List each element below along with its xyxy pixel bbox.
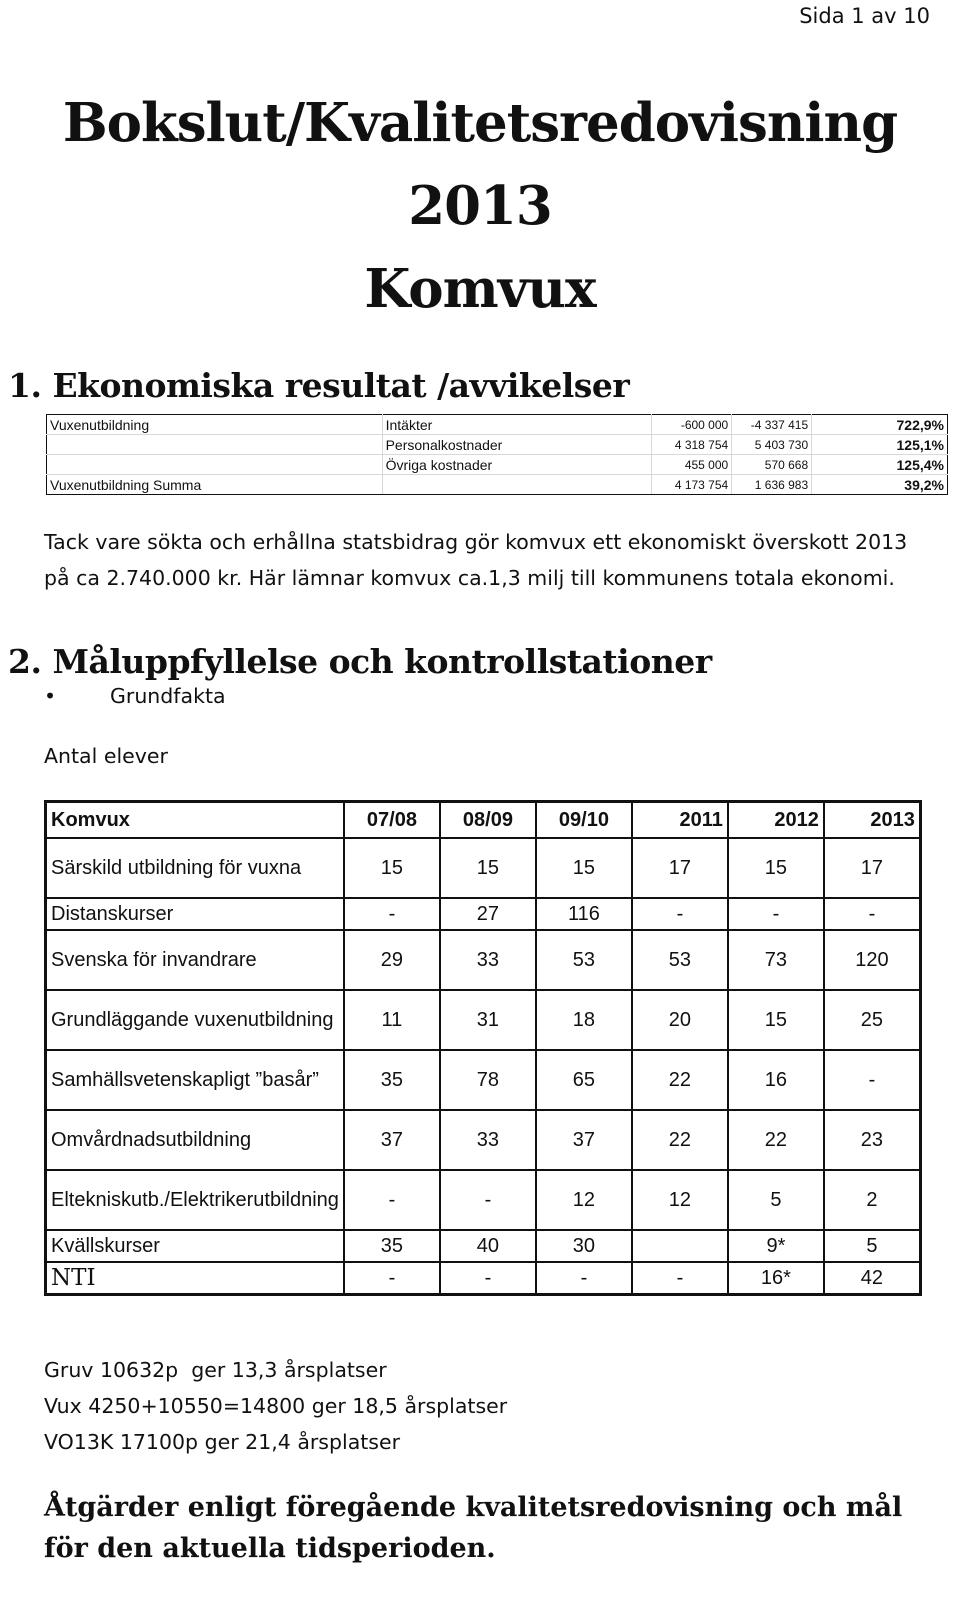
cell: 37 <box>344 1110 440 1170</box>
table-header-row <box>46 802 921 839</box>
economy-budget: 4 318 754 <box>652 435 732 455</box>
note-line: Vux 4250+10550=14800 ger 18,5 årsplatser <box>44 1394 508 1418</box>
cell: 73 <box>728 930 824 990</box>
cell: 116 <box>536 898 632 930</box>
cell: 20 <box>632 990 728 1050</box>
table-row <box>46 990 921 1050</box>
header-cell: 2012 <box>728 802 824 839</box>
cell: - <box>440 1262 536 1295</box>
cell: - <box>632 898 728 930</box>
bullet-text: Grundfakta <box>110 684 226 708</box>
cell: 37 <box>536 1110 632 1170</box>
row-label: Omvårdnadsutbildning <box>46 1110 344 1170</box>
header-cell: 07/08 <box>344 802 440 839</box>
cell: 53 <box>632 930 728 990</box>
document-title-year: 2013 <box>408 175 552 237</box>
table-row <box>46 1050 921 1110</box>
cell: 12 <box>632 1170 728 1230</box>
economy-unit <box>47 455 383 475</box>
cell: 42 <box>824 1262 921 1295</box>
economy-table <box>46 414 948 495</box>
cell: 12 <box>536 1170 632 1230</box>
cell: 17 <box>824 838 921 898</box>
cell: 33 <box>440 930 536 990</box>
cell: 33 <box>440 1110 536 1170</box>
note-line: Gruv 10632p ger 13,3 årsplatser <box>44 1358 387 1382</box>
cell: 31 <box>440 990 536 1050</box>
table-row <box>47 475 948 495</box>
cell: 22 <box>632 1050 728 1110</box>
table-row <box>46 838 921 898</box>
economy-outcome: -4 337 415 <box>732 415 812 435</box>
economy-category: Intäkter <box>382 415 652 435</box>
cell: 65 <box>536 1050 632 1110</box>
row-label: Kvällskurser <box>46 1230 344 1262</box>
economy-unit <box>47 435 383 455</box>
economy-budget: -600 000 <box>652 415 732 435</box>
row-label: Distanskurser <box>46 898 344 930</box>
document-title-unit: Komvux <box>364 258 596 320</box>
economy-unit: Vuxenutbildning <box>47 415 383 435</box>
note-line: VO13K 17100p ger 21,4 årsplatser <box>44 1430 401 1454</box>
cell: 22 <box>728 1110 824 1170</box>
cell: 23 <box>824 1110 921 1170</box>
cell: 35 <box>344 1230 440 1262</box>
economy-budget: 455 000 <box>652 455 732 475</box>
cell: 27 <box>440 898 536 930</box>
notes-block <box>44 1352 507 1460</box>
header-cell: Komvux <box>46 802 344 839</box>
students-subheading: Antal elever <box>44 744 168 768</box>
section-heading-economy: 1. Ekonomiska resultat /avvikelser <box>8 366 630 405</box>
cell: - <box>824 1050 921 1110</box>
cell: - <box>344 898 440 930</box>
row-label: Grundläggande vuxenutbildning <box>46 990 344 1050</box>
economy-outcome: 570 668 <box>732 455 812 475</box>
cell: 18 <box>536 990 632 1050</box>
cell: 29 <box>344 930 440 990</box>
cell: - <box>536 1262 632 1295</box>
cell: - <box>440 1170 536 1230</box>
cell: 78 <box>440 1050 536 1110</box>
bullet-icon: • <box>44 684 57 708</box>
table-row <box>46 1110 921 1170</box>
cell: 9* <box>728 1230 824 1262</box>
economy-percent: 39,2% <box>812 475 948 495</box>
row-label: NTI <box>46 1262 344 1295</box>
row-label: Svenska för invandrare <box>46 930 344 990</box>
cell: 35 <box>344 1050 440 1110</box>
cell: 40 <box>440 1230 536 1262</box>
table-row <box>46 1170 921 1230</box>
header-cell: 2013 <box>824 802 921 839</box>
header-cell: 2011 <box>632 802 728 839</box>
row-label: Eltekniskutb./Elektrikerutbildning <box>46 1170 344 1230</box>
cell: 25 <box>824 990 921 1050</box>
cell: 11 <box>344 990 440 1050</box>
table-row <box>46 898 921 930</box>
cell: 16* <box>728 1262 824 1295</box>
cell: - <box>344 1262 440 1295</box>
cell: - <box>632 1262 728 1295</box>
cell: 53 <box>536 930 632 990</box>
cell: 17 <box>632 838 728 898</box>
cell: 22 <box>632 1110 728 1170</box>
cell: 120 <box>824 930 921 990</box>
page-number: Sida 1 av 10 <box>799 4 930 28</box>
economy-outcome: 5 403 730 <box>732 435 812 455</box>
students-table <box>44 800 922 1296</box>
cell: 15 <box>344 838 440 898</box>
cell: 5 <box>824 1230 921 1262</box>
economy-outcome: 1 636 983 <box>732 475 812 495</box>
table-row <box>47 435 948 455</box>
table-row <box>46 1262 921 1295</box>
section-heading-goals: 2. Måluppfyllelse och kontrollstationer <box>8 642 712 681</box>
economy-category: Övriga kostnader <box>382 455 652 475</box>
cell: 15 <box>440 838 536 898</box>
document-title-line-1: Bokslut/Kvalitetsredovisning <box>62 92 898 154</box>
table-row <box>47 455 948 475</box>
cell: 30 <box>536 1230 632 1262</box>
economy-percent: 722,9% <box>812 415 948 435</box>
economy-summary-paragraph: Tack vare sökta och erhållna statsbidrag gör komvux ett ekonomiskt överskott 2013 på ca 2.740.000 kr. Här lämnar komvux ca.1,3 milj till kommunens totala ekonomi. <box>44 530 908 590</box>
table-row <box>46 930 921 990</box>
economy-percent: 125,1% <box>812 435 948 455</box>
cell: 16 <box>728 1050 824 1110</box>
cell: - <box>824 898 921 930</box>
header-cell: 08/09 <box>440 802 536 839</box>
economy-percent: 125,4% <box>812 455 948 475</box>
cell: 15 <box>536 838 632 898</box>
economy-category: Personalkostnader <box>382 435 652 455</box>
cell: 5 <box>728 1170 824 1230</box>
economy-category <box>382 475 652 495</box>
cell: - <box>344 1170 440 1230</box>
cell: 15 <box>728 838 824 898</box>
cell: 2 <box>824 1170 921 1230</box>
header-cell: 09/10 <box>536 802 632 839</box>
row-label: Samhällsvetenskapligt ”basår” <box>46 1050 344 1110</box>
cell: 15 <box>728 990 824 1050</box>
economy-unit: Vuxenutbildning Summa <box>47 475 383 495</box>
row-label: Särskild utbildning för vuxna <box>46 838 344 898</box>
cell <box>632 1230 728 1262</box>
table-row <box>47 415 948 435</box>
cell: - <box>728 898 824 930</box>
economy-budget: 4 173 754 <box>652 475 732 495</box>
table-row <box>46 1230 921 1262</box>
actions-heading: Åtgärder enligt föregående kvalitetsredovisning och mål för den aktuella tidsperioden. <box>44 1492 903 1564</box>
